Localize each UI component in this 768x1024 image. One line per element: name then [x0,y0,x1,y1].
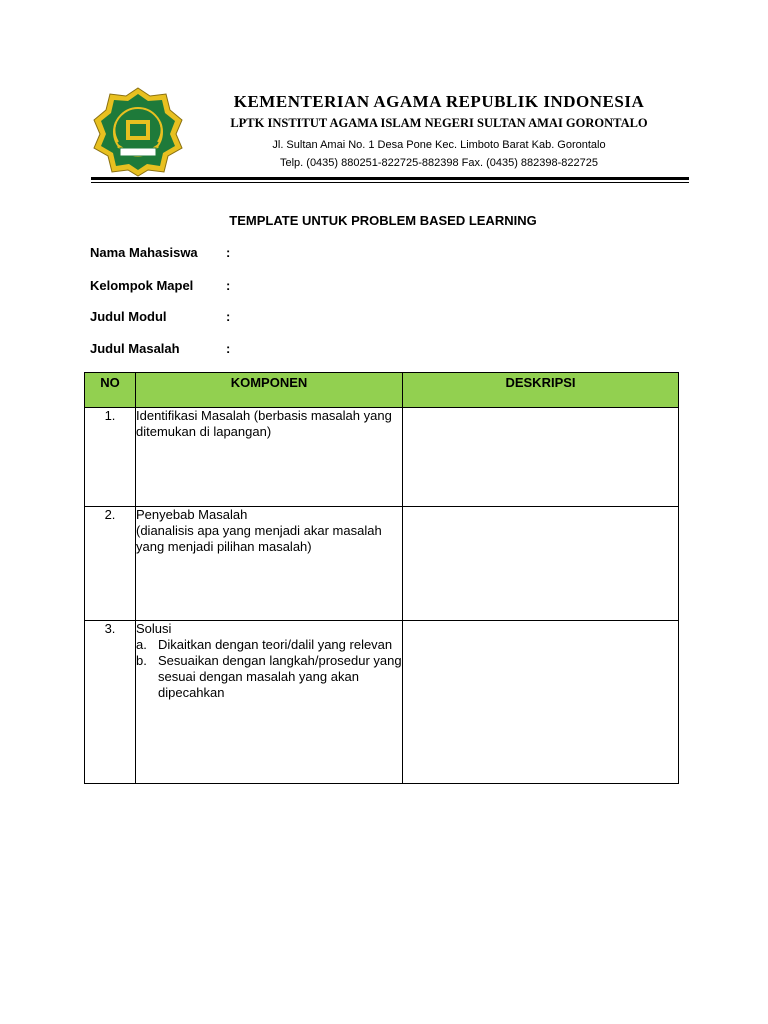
field-label: Judul Modul [90,309,167,324]
row-number: 2. [85,507,136,621]
field-label: Nama Mahasiswa [90,245,198,260]
institution-subtitle: LPTK INSTITUT AGAMA ISLAM NEGERI SULTAN AMAI GORONTALO [230,116,648,130]
field-nama-mahasiswa [90,245,230,260]
field-label: Kelompok Mapel [90,278,194,293]
list-item [136,637,402,653]
list-marker: a. [136,637,147,652]
institution-telephone: Telp. (0435) 880251-822725-882398 Fax. (0435) 882398-822725 [279,157,599,169]
field-judul-masalah [90,341,230,356]
komponen-title: Penyebab Masalah [136,507,248,522]
field-separator: : [226,245,231,260]
header-divider-thin [91,182,689,183]
field-judul-modul [90,309,230,324]
komponen-title: Solusi [136,621,172,636]
list-text: Sesuaikan dengan langkah/prosedur yang sesuai dengan masalah yang akan dipecahkan [158,653,402,700]
table-header-row [85,373,679,408]
komponen-cell [136,507,403,621]
deskripsi-cell[interactable] [403,408,679,507]
komponen-note: (dianalisis apa yang menjadi akar masalah yang menjadi pilihan masalah) [136,523,382,554]
deskripsi-cell[interactable] [403,507,679,621]
field-label: Judul Masalah [90,341,180,356]
header-divider-thick [91,177,689,180]
column-header-komponen: KOMPONEN [136,373,403,408]
column-header-no: NO [85,373,136,408]
kemenag-emblem-icon [90,86,186,178]
table-row [85,408,679,507]
row-number: 1. [85,408,136,507]
institution-address: Jl. Sultan Amai No. 1 Desa Pone Kec. Limboto Barat Kab. Gorontalo [272,139,606,151]
row-number: 3. [85,621,136,784]
table-row [85,507,679,621]
field-separator: : [226,341,231,356]
list-item [136,653,402,701]
deskripsi-cell[interactable] [403,621,679,784]
document-title: TEMPLATE UNTUK PROBLEM BASED LEARNING [229,213,537,228]
field-kelompok-mapel [90,278,230,293]
table-row [85,621,679,784]
field-separator: : [226,309,231,324]
komponen-cell [136,621,403,784]
komponen-cell: Identifikasi Masalah (berbasis masalah yang ditemukan di lapangan) [136,408,403,507]
column-header-deskripsi: DESKRIPSI [403,373,679,408]
list-text: Dikaitkan dengan teori/dalil yang relevan [158,637,393,652]
institution-title: KEMENTERIAN AGAMA REPUBLIK INDONESIA [233,92,645,111]
field-separator: : [226,278,231,293]
pbl-table [84,372,679,784]
list-marker: b. [136,653,147,668]
